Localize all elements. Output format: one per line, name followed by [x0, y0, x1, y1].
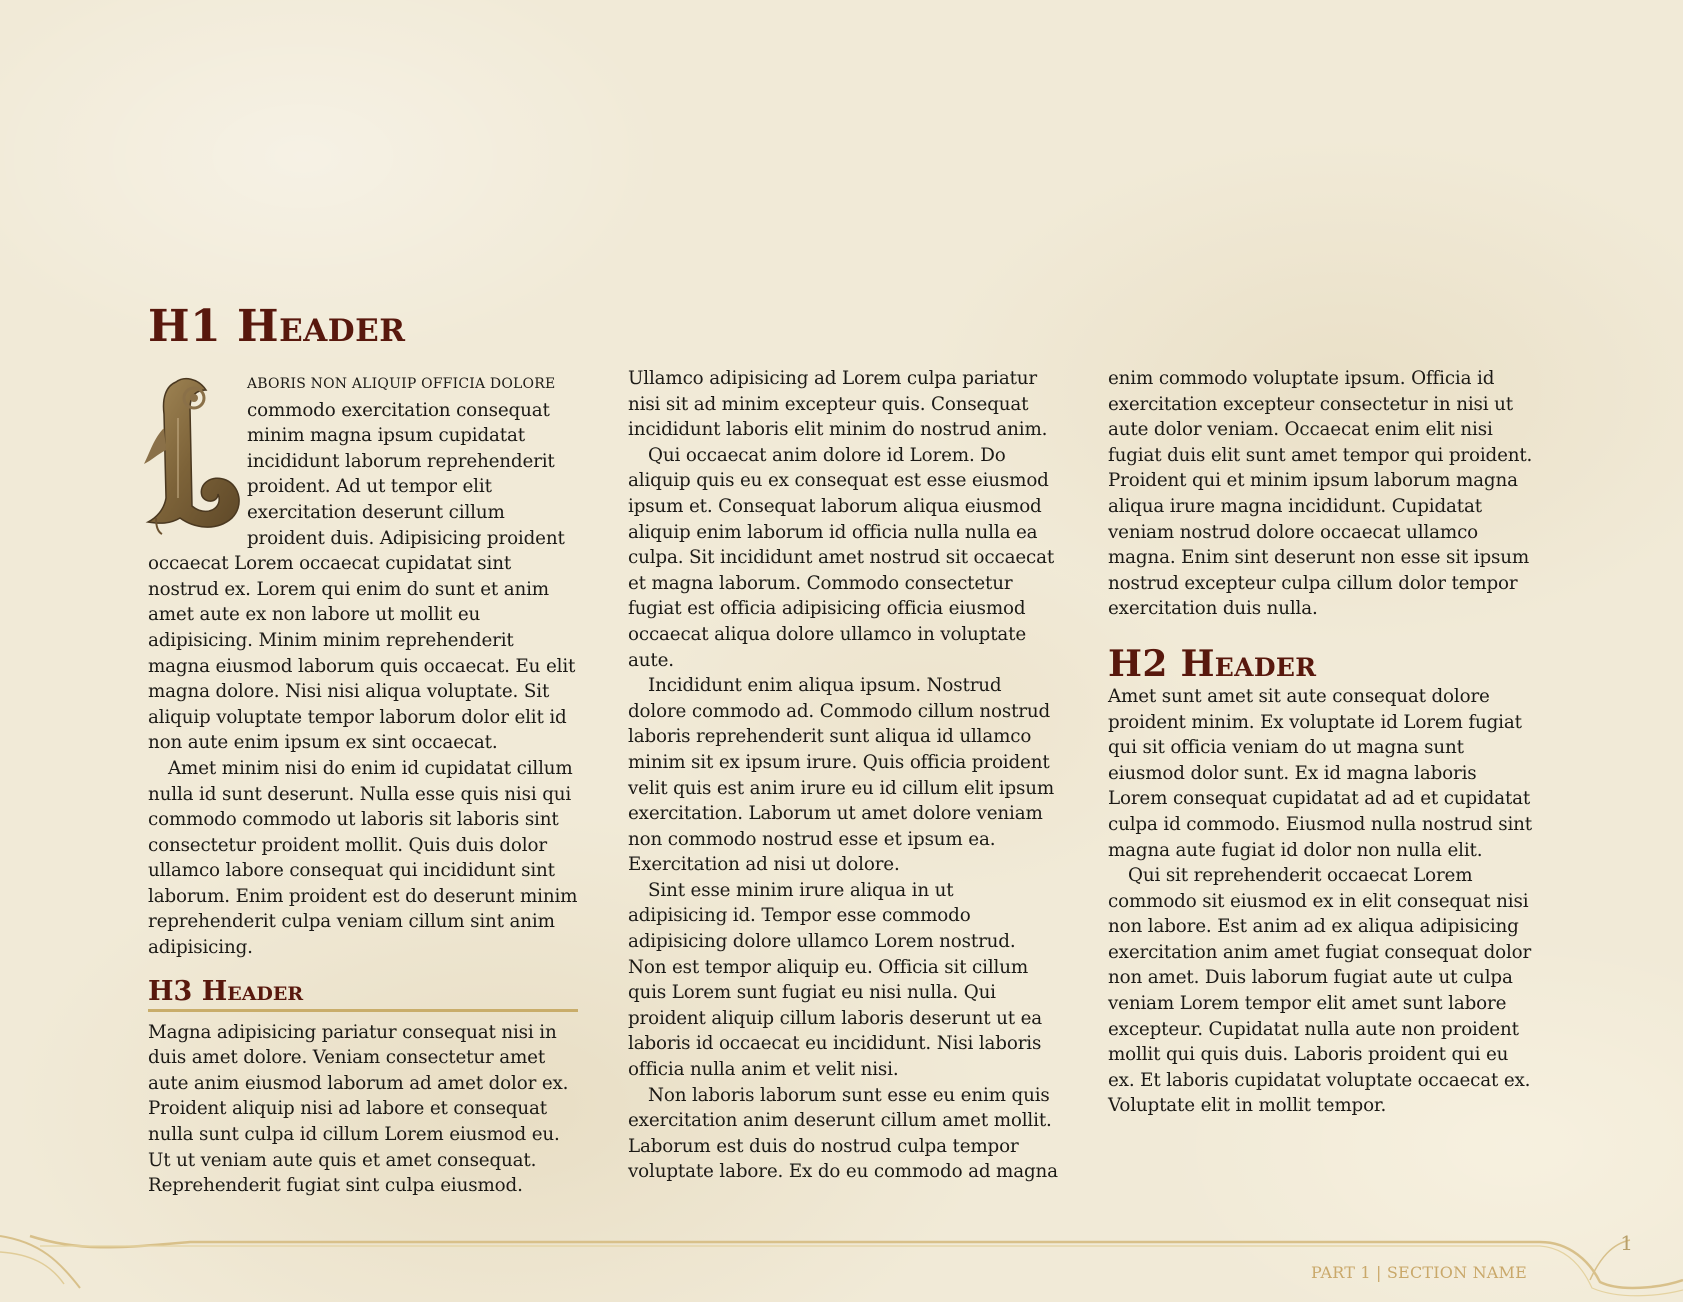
col2-paragraph-3: Incididunt enim aliqua ipsum. Nostrud dolore commodo ad. Commodo cillum nostrud laboris reprehenderit sunt aliqua id ullamco minim sit ex ipsum irure. Quis officia proident velit quis est anim irure eu id cillum elit ipsum exercitation. Laborum ut amet dolore veniam non commodo nostrud esse et ipsum ea. Exercitation ad nisi ut dolore.	[628, 675, 1055, 876]
lead-caps: ABORIS NON ALIQUIP OFFICIA DOLORE	[247, 376, 556, 392]
col3-paragraph-1: enim commodo voluptate ipsum. Officia id exercitation excepteur consectetur in nisi ut aute dolor veniam. Occaecat enim elit nisi fugiat duis elit sunt amet tempor qui proident. Proident qui et minim ipsum laborum magna aliqua irure magna incididunt. Cupidatat veniam nostrud dolore occaecat ullamco magna. Enim sint deserunt non esse sit ipsum nostrud excepteur culpa cillum dolor tempor exercitation duis nulla.	[1108, 368, 1533, 620]
col1-paragraph-3: Magna adipisicing pariatur consequat nisi in duis amet dolore. Veniam consectetur amet aute anim eiusmod laborum ad amet dolor ex. Proident aliquip nisi ad labore et consequat nulla sunt culpa id cillum Lorem eiusmod eu. Ut ut veniam aute quis et amet consequat. Reprehenderit fugiat sint culpa eiusmod.	[148, 1021, 569, 1197]
col2-paragraph-1: Ullamco adipisicing ad Lorem culpa pariatur nisi sit ad minim excepteur quis. Consequat incididunt laboris elit minim do nostrud anim.	[628, 368, 1048, 441]
col3-paragraph-3: Qui sit reprehenderit occaecat Lorem commodo sit eiusmod ex in elit consequat nisi non labore. Est anim ad ex aliqua adipisicing exercitation anim amet fugiat consequat dolor non amet. Duis laborum fugiat aute ut culpa veniam Lorem tempor elit amet sunt labore excepteur. Cupidatat nulla aute non proident mollit qui quis duis. Laboris proident qui eu ex. Et laboris cupidatat voluptate occaecat ex. Voluptate elit in mollit tempor.	[1108, 865, 1532, 1117]
column-1	[148, 370, 578, 1199]
col1-p1-text: commodo exercitation consequat minim magna ipsum cupidatat incididunt laborum reprehenderit proident. Ad ut tempor elit exercitation deserunt cillum proident duis. Adipisicing proident occaecat Lorem occaecat cupidatat sint nostrud ex. Lorem qui enim do sunt et anim amet aute ex non labore ut mollit eu adipisicing. Minim minim reprehenderit magna eiusmod laborum quis occaecat. Eu elit magna dolore. Nisi nisi aliqua voluptate. Sit aliquip voluptate tempor laborum dolor elit id non aute enim ipsum ex sint occaecat.	[148, 399, 576, 754]
col3-paragraph-2: Amet sunt amet sit aute consequat dolore proident minim. Ex voluptate id Lorem fugiat qui sit officia veniam do ut magna sunt eiusmod dolor sunt. Ex id magna laboris Lorem consequat cupidatat ad ad et cupidatat culpa id commodo. Eiusmod nulla nostrud sint magna aute fugiat id dolor non nulla elit.	[1108, 685, 1533, 861]
col2-paragraph-4: Sint esse minim irure aliqua in ut adipisicing id. Tempor esse commodo adipisicing dolore ullamco Lorem nostrud. Non est tempor aliquip eu. Officia sit cillum quis Lorem sunt fugiat eu nisi nulla. Qui proident aliquip cillum laboris deserunt ut ea laboris id occaecat eu incididunt. Nisi laboris officia nulla anim et velit nisi.	[628, 879, 1043, 1081]
h1-header: H1 Header	[148, 301, 406, 352]
footer-ornament	[0, 1192, 1683, 1302]
h3-header: H3 Header	[148, 975, 578, 1012]
col2-paragraph-5: Non laboris laborum sunt esse eu enim quis exercitation anim deserunt cillum amet mollit. Laborum est duis do nostrud culpa tempor voluptate labore. Ex do eu commodo ad magna	[628, 1084, 1058, 1183]
page-number: 1	[1620, 1231, 1633, 1255]
col1-paragraph-2: Amet minim nisi do enim id cupidatat cillum nulla id sunt deserunt. Nulla esse quis nisi qui commodo commodo ut laboris sit laboris sint consectetur proident mollit. Quis duis dolor ullamco labore consequat qui incididunt sint laborum. Enim proident est do deserunt minim reprehenderit culpa veniam cillum sint anim adipisicing.	[148, 757, 578, 959]
col2-paragraph-2: Qui occaecat anim dolore id Lorem. Do aliquip quis eu ex consequat est esse eiusmod ipsum et. Consequat laborum aliqua eiusmod aliquip enim laborum id officia nulla nulla ea culpa. Sit incididunt amet nostrud sit occaecat et magna laborum. Commodo consectetur fugiat est officia adipisicing officia eiusmod occaecat aliqua dolore ullamco in voluptate aute.	[628, 444, 1055, 671]
column-2	[628, 366, 1058, 1185]
column-3	[1108, 366, 1538, 1119]
h2-header: H2 Header	[1108, 642, 1317, 685]
footer-section-name: PART 1 | SECTION NAME	[1310, 1263, 1527, 1282]
drop-cap-letter-l	[136, 368, 241, 536]
